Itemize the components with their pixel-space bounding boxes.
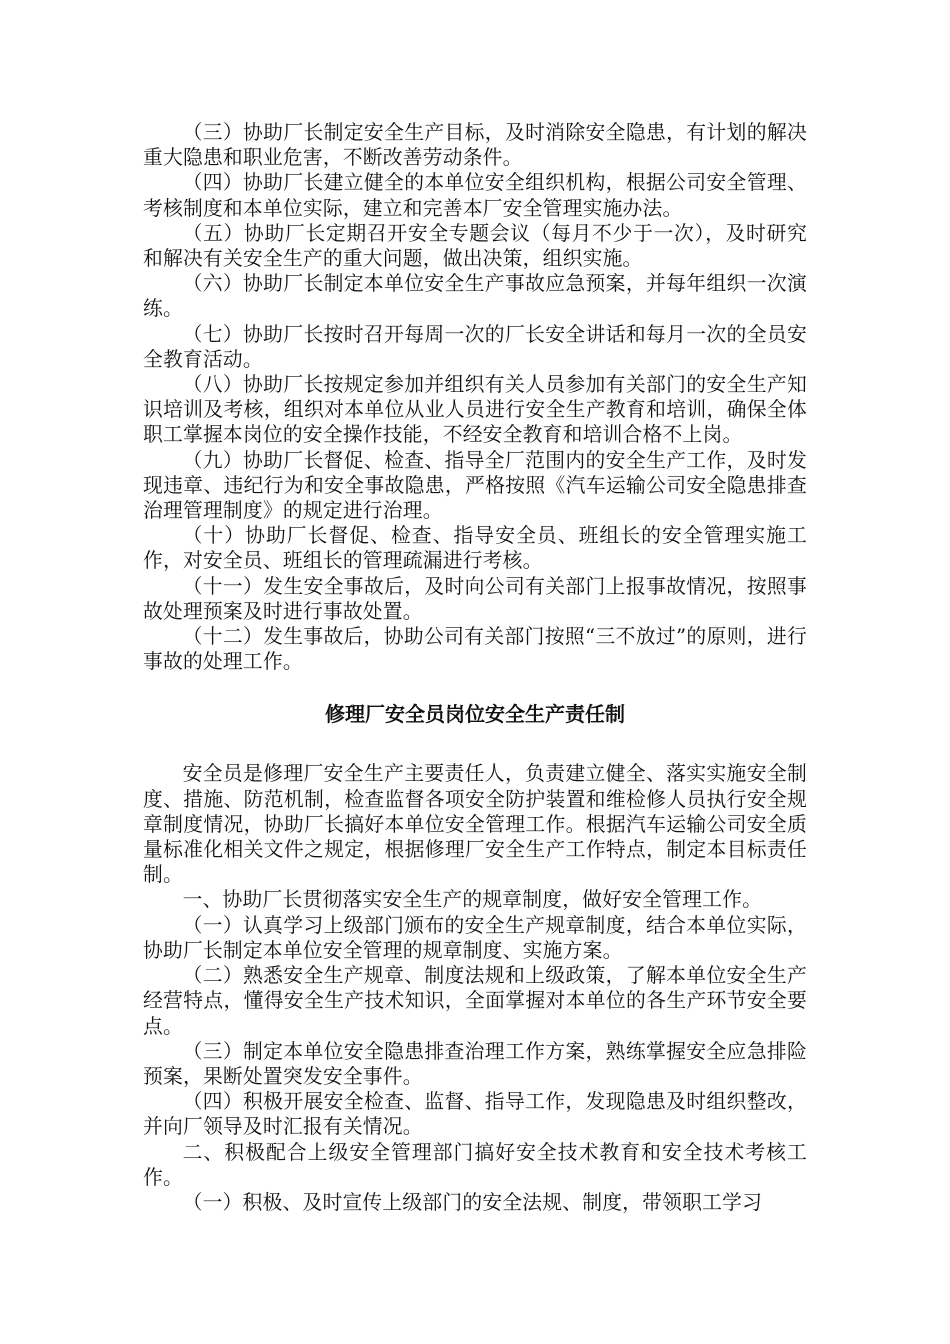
clause-2-item-1: （一）积极、及时宣传上级部门的安全法规、制度，带领职工学习 (182, 1190, 763, 1214)
responsibility-list-section (143, 120, 807, 674)
paragraph-item-11: （十一）发生安全事故后，及时向公司有关部门上报事故情况，按照事故处理预案及时进行事故处置。 (143, 574, 807, 623)
clause-1-item-2: （二）熟悉安全生产规章、制度法规和上级政策，了解本单位安全生产经营特点，懂得安全生产技术知识，全面掌握对本单位的各生产环节安全要点。 (143, 964, 807, 1038)
paragraph-item-3: （三）协助厂长制定安全生产目标，及时消除安全隐患，有计划的解决重大隐患和职业危害，不断改善劳动条件。 (143, 121, 807, 170)
clause-2-heading: 二、积极配合上级安全管理部门搞好安全技术教育和安全技术考核工作。 (143, 1140, 807, 1189)
clause-1-item-4: （四）积极开展安全检查、监督、指导工作，发现隐患及时组织整改，并向厂领导及时汇报有关情况。 (143, 1090, 807, 1139)
paragraph-item-5: （五）协助厂长定期召开安全专题会议（每月不少于一次），及时研究和解决有关安全生产的重大问题，做出决策，组织实施。 (143, 221, 807, 271)
paragraph-item-4: （四）协助厂长建立健全的本单位安全组织机构，根据公司安全管理、考核制度和本单位实际，建立和完善本厂安全管理实施办法。 (143, 171, 807, 220)
paragraph-item-8: （八）协助厂长按规定参加并组织有关人员参加有关部门的安全生产知识培训及考核，组织对本单位从业人员进行安全生产教育和培训，确保全体职工掌握本岗位的安全操作技能，不经安全教育和培训合格不上岗。 (143, 373, 807, 447)
paragraph-item-7: （七）协助厂长按时召开每周一次的厂长安全讲话和每月一次的全员安全教育活动。 (143, 322, 807, 371)
clause-1-item-1: （一）认真学习上级部门颁布的安全生产规章制度，结合本单位实际，协助厂长制定本单位安全管理的规章制度、实施方案。 (143, 913, 807, 962)
paragraph-item-9: （九）协助厂长督促、检查、指导全厂范围内的安全生产工作，及时发现违章、违纪行为和安全事故隐患，严格按照《汽车运输公司安全隐患排查治理管理制度》的规定进行治理。 (143, 448, 807, 523)
clause-1-heading: 一、协助厂长贯彻落实安全生产的规章制度，做好安全管理工作。 (182, 888, 763, 912)
clause-1-item-3: （三）制定本单位安全隐患排查治理工作方案，熟练掌握安全应急排险预案，果断处置突发安全事件。 (143, 1039, 807, 1088)
paragraph-item-6: （六）协助厂长制定本单位安全生产事故应急预案，并每年组织一次演练。 (143, 272, 807, 321)
paragraph-item-10: （十）协助厂长督促、检查、指导安全员、班组长的安全管理实施工作，对安全员、班组长的管理疏漏进行考核。 (143, 524, 807, 573)
section-heading: 修理厂安全员岗位安全生产责任制 (325, 702, 625, 727)
intro-paragraph: 安全员是修理厂安全生产主要责任人，负责建立健全、落实实施安全制度、措施、防范机制，检查监督各项安全防护装置和维检修人员执行安全规章制度情况，协助厂长搞好本单位安全管理工作。根据汽车运输公司安全质量标准化相关文件之规定，根据修理厂安全生产工作特点，制定本目标责任制。 (143, 762, 807, 887)
document-body (143, 120, 807, 1215)
paragraph-item-12: （十二）发生事故后，协助公司有关部门按照“三不放过”的原则，进行事故的处理工作。 (143, 625, 807, 674)
safety-officer-section (143, 761, 807, 1215)
